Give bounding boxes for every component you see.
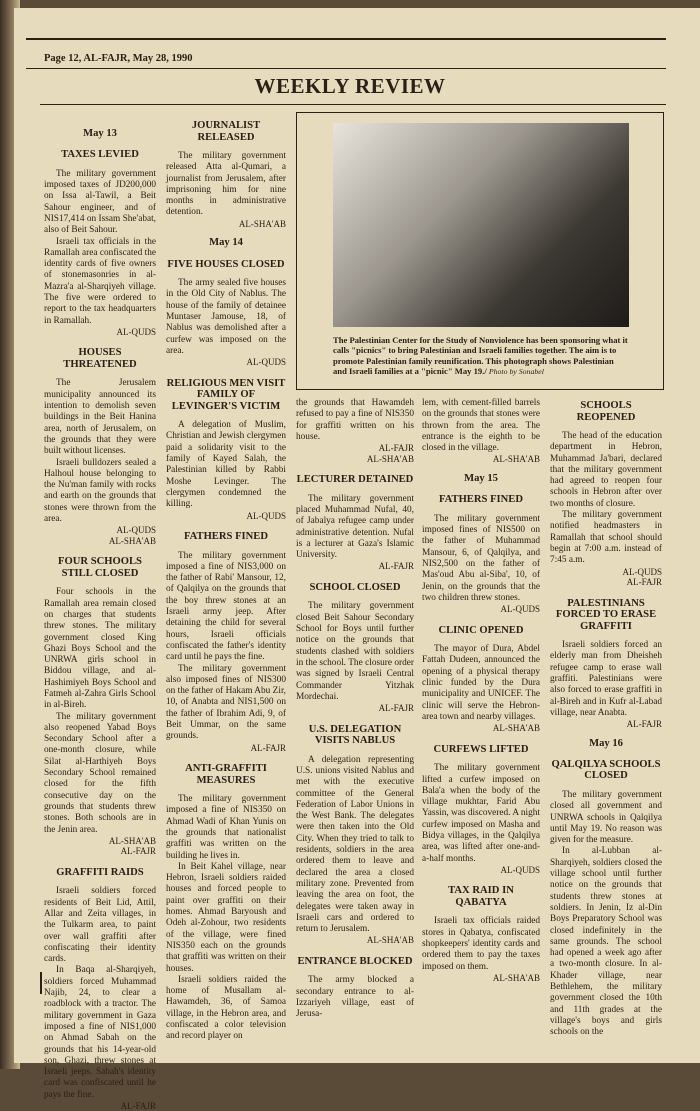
source-credit: AL-QUDS bbox=[622, 566, 662, 577]
headline: PALESTINIANS FORCED TO ERASE GRAFFITI bbox=[555, 597, 657, 632]
column-1 bbox=[44, 120, 156, 1111]
paragraph: The military government imposed fines of NIS500 on the father of Muhammad Mansour, 6, of Qalqilya, and NIS2,500 on the father of Mas'oud Abu al-Siba', 10, of Jenin, on the grounds that the two children threw stones. bbox=[422, 513, 540, 603]
source-credit: AL-SHA'AB bbox=[492, 723, 540, 734]
paragraph: Israeli bulldozers sealed a Halhoul house belonging to the Nu'man family with rocks and earth on the grounds that stones were thrown from the area. bbox=[44, 457, 156, 525]
paragraph: Four schools in the Ramallah area remain closed on charges that students threw stones. The military government closed King Ghazi Boys School and the UNRWA girls school in Biddou village, and al-Hashimiyeh Boys School and Fatmeh al-Zahra Girls School in al-Bireh. bbox=[44, 587, 156, 711]
paragraph: The military government notified headmasters in Ramallah that school should begin at 7:00 a.m. instead of 7:45 a.m. bbox=[550, 510, 662, 566]
section-title: WEEKLY REVIEW bbox=[254, 74, 446, 98]
date-heading: May 16 bbox=[589, 737, 623, 749]
paragraph: The military government imposed a fine of NIS350 on Ahmad Wadi of Khan Yunis on the grounds that nationalist graffiti was written on the building he lives in. bbox=[166, 794, 286, 861]
headline: CURFEWS LIFTED bbox=[433, 743, 529, 755]
paragraph: In al-Lubban al-Sharqiyeh, soldiers closed the village school until further notice on the grounds that students threw stones at soldiers. In Jenin, Iz al-Din Boys Preparatory School was closed indefinitely in the same grounds. The school had opened a week ago after a two-month closure. In al-Khader village, near Bethlehem, the military government closed the 10th and 11th grades at the village's boys and girls schools on the bbox=[550, 846, 662, 1038]
paragraph: In Baqa al-Sharqiyeh, soldiers forced Muhammad Najib, 24, to clear a roadblock with a tractor. The military government in Gaza imposed a fine of NIS1,000 on Ahmad Sabah on the grounds that his 14-year-old son, Ghazi, threw stones at Israeli jeeps. Sabah's identity card was confiscated until he pays the fine. bbox=[44, 965, 156, 1100]
source-credit: AL-SHA'AB bbox=[492, 454, 540, 465]
headline: FATHERS FINED bbox=[183, 531, 269, 543]
source-credit: AL-FAJR bbox=[378, 703, 414, 714]
paragraph: A delegation representing U.S. unions visited Nablus and met with the executive committee of the General Federation of Labor Unions in the West Bank. The delegates were then taken into the Old City. When they tried to talk to residents, soldiers in the area ordered them to leave and declared the area a closed military zone. Prevented from leaving the area on foot, the delegates were taken away in Israeli cars and ordered to return to Jerusalem. bbox=[296, 754, 414, 935]
headline: RELIGIOUS MEN VISIT FAMILY OF LEVINGER'S VICTIM bbox=[166, 377, 286, 412]
source-credit: AL-FAJR bbox=[626, 719, 662, 730]
column-3 bbox=[296, 398, 414, 1021]
paragraph: The military government released Atta al-Qumari, a journalist from Jerusalem, after imprisoning him for nine months in administrative detention. bbox=[166, 151, 286, 218]
paragraph: The military government imposed taxes of JD200,000 on Issa al-Tawil, a Beit Sahour engineer, and of NIS17,414 on Issam She'abat, also of Beit Sahour. bbox=[44, 168, 156, 236]
paragraph: A delegation of Muslim, Christian and Jewish clergymen paid a solidarity visit to the family of Kayed Salah, the Palestinian killed by Rabbi Moshe Levinger. The clergymen condemned the killing. bbox=[166, 420, 286, 510]
headline: FOUR SCHOOLS STILL CLOSED bbox=[58, 556, 142, 579]
paragraph: Israeli tax officials in the Ramallah area confiscated the identity cards of five owners of stonemasonries in al-Mazra'a al-Sharqiyeh village. The five were ordered to report to the tax headquarters in Ramallah. bbox=[44, 236, 156, 326]
headline: ENTRANCE BLOCKED bbox=[297, 955, 413, 967]
paragraph: The army blocked a secondary entrance to al-Izzariyeh village, east of Jerusa- bbox=[296, 975, 414, 1020]
source-credit: AL-QUDS bbox=[246, 357, 286, 368]
headline: GRAFFITI RAIDS bbox=[56, 866, 144, 878]
header-rule bbox=[26, 38, 666, 40]
headline: JOURNALIST RELEASED bbox=[191, 120, 261, 143]
paragraph: The army sealed five houses in the Old City of Nablus. The house of the family of detainee Muntaser Jamouse, 18, of Nablus was demolished after a curfew was imposed on the area. bbox=[166, 278, 286, 356]
headline: HOUSES THREATENED bbox=[63, 347, 137, 370]
caption-text: The Palestinian Center for the Study of Nonviolence has been sponsoring what it calls "picnics" to bring Palestinian and Israeli families together. The aim is to promote Palestinian family reunification. This photograph shows Palestinian and Israeli families at a "picnic" May 19./ bbox=[333, 335, 628, 377]
date-heading: May 13 bbox=[83, 128, 117, 139]
margin-mark bbox=[40, 972, 42, 994]
column-2 bbox=[166, 116, 286, 1043]
photo-credit: Photo by Sonabel bbox=[488, 367, 544, 377]
paragraph: The Jerusalem municipality announced its intention to demolish seven buildings in the Beit Hanina area, north of Jerusalem, on the grounds that they were built without licenses. bbox=[44, 378, 156, 457]
paragraph: Israeli soldiers raided the home of Musallam al-Hawamdeh, 36, of Samoa village, in the Hebron area, and confiscated a color television and record player on bbox=[166, 974, 286, 1042]
headline: ANTI-GRAFFITI MEASURES bbox=[185, 763, 267, 786]
column-5 bbox=[550, 398, 662, 1038]
source-credit: AL-QUDS bbox=[500, 864, 540, 875]
source-credit: AL-FAJR bbox=[378, 443, 414, 454]
headline: CLINIC OPENED bbox=[438, 624, 524, 636]
headline: LECTURER DETAINED bbox=[296, 474, 414, 486]
column-4 bbox=[422, 398, 540, 983]
source-credit: AL-SHA'AB bbox=[108, 835, 156, 846]
paragraph: The military government placed Muhammad Nufal, 40, of Jabalya refugee camp under administrative detention. Nufal is a lecturer at Gaza's Islamic University. bbox=[296, 493, 414, 561]
source-credit: AL-QUDS bbox=[500, 604, 540, 615]
paragraph: the grounds that Hawamdeh refused to pay a fine of NIS350 for graffiti written on his house. bbox=[296, 398, 414, 442]
source-credit: AL-FAJR bbox=[378, 561, 414, 572]
source-credit: AL-QUDS bbox=[116, 525, 156, 536]
photograph bbox=[333, 123, 629, 327]
source-credit: AL-SHA'AB bbox=[366, 453, 414, 464]
source-credit: AL-SHA'AB bbox=[492, 972, 540, 983]
headline: U.S. DELEGATION VISITS NABLUS bbox=[308, 723, 402, 747]
date-heading: May 15 bbox=[464, 472, 498, 484]
source-credit: AL-SHA'AB bbox=[108, 535, 156, 546]
paragraph: lem, with cement-filled barrels on the grounds that stones were thrown from the area. The entrance is the eighth to be closed in the village. bbox=[422, 398, 540, 454]
source-credit: AL-SHA'AB bbox=[238, 218, 286, 229]
paragraph: In Beit Kahel village, near Hebron, Israeli soldiers raided houses and forced people to paint over graffiti on their homes. Ahmad Baryoush and Odeh al-Zohour, two residents of the village, were fined NIS350 each on the grounds that graffiti was written on their houses. bbox=[166, 861, 286, 974]
page-info: Page 12, AL-FAJR, May 28, 1990 bbox=[44, 53, 193, 64]
headline: TAX RAID IN QABATYA bbox=[448, 885, 514, 908]
headline: FIVE HOUSES CLOSED bbox=[167, 258, 285, 270]
headline: FATHERS FINED bbox=[438, 494, 524, 506]
date-heading: May 14 bbox=[209, 237, 243, 249]
source-credit: AL-FAJR bbox=[120, 1100, 156, 1111]
paragraph: The military government also reopened Yabad Boys Secondary School after a one-month closure, while Silat al-Harthiyeh Boys Secondary School remained closed for the fifth consecutive day on the grounds that students threw stones. Both schools are in the Jenin area. bbox=[44, 711, 156, 835]
paragraph: The military government closed all government and UNRWA schools in Qalqilya until May 19. No reason was given for the measure. bbox=[550, 789, 662, 846]
paragraph: Israeli soldiers forced an elderly man from Dheisheh refugee camp to erase wall graffiti. Palestinians were also forced to erase graffiti in al-Bireh and in Kufr al-Labad village, near Anabta. bbox=[550, 640, 662, 718]
paragraph: The military government closed Beit Sahour Secondary School for Boys until further notice on the grounds that students clashed with soldiers in the school. The closure order was signed by Israeli Central Commander Yitzhak Mordechai. bbox=[296, 601, 414, 702]
headline: SCHOOL CLOSED bbox=[309, 581, 401, 593]
headline: TAXES LEVIED bbox=[61, 149, 139, 161]
paragraph: Israeli tax officials raided stores in Qabatya, confiscated shopkeepers' identity cards and ordered them to pay the taxes imposed on them. bbox=[422, 916, 540, 972]
paragraph: The military government also imposed fines of NIS300 on the father of Hakam Abu Zir, 10, of Anabta and NIS1,500 on the father of Ibrahim Adi, 9, of Beit Ummar, on the same grounds. bbox=[166, 663, 286, 742]
source-credit: AL-FAJR bbox=[250, 742, 286, 753]
paragraph: The military government lifted a curfew imposed on Bala'a when the body of the village mukhtar, Farid Abu Yassin, was discovered. A night curfew imposed on Masha and Bidya villages, in the Qalqilya area, was lifted after one-and-a-half months. bbox=[422, 763, 540, 864]
photo-box bbox=[296, 112, 664, 390]
title-rule bbox=[40, 104, 666, 105]
photo-caption bbox=[333, 335, 629, 378]
source-credit: AL-FAJR bbox=[626, 577, 662, 588]
source-credit: AL-QUDS bbox=[246, 510, 286, 521]
headline: SCHOOLS REOPENED bbox=[576, 400, 636, 423]
header-rule-2 bbox=[26, 68, 666, 69]
paragraph: The mayor of Dura, Abdel Fattah Dudeen, announced the opening of a physical therapy clinic funded by the Dura municipality and UNICEF. The clinic will serve the Hebron-area town and nearby villages. bbox=[422, 644, 540, 722]
paragraph: The military government imposed a fine of NIS3,000 on the father of Rabi' Mansour, 12, of Qalqilya on the grounds that the boy threw stones at an Israeli army jeep. After detaining the child for several hours, Israeli officials confiscated the father's identity card until he pays the fine. bbox=[166, 550, 286, 663]
source-credit: AL-SHA'AB bbox=[366, 935, 414, 946]
source-credit: AL-FAJR bbox=[120, 846, 156, 857]
paragraph: Israeli soldiers forced residents of Beit Lid, Attil, Allar and Zeita villages, in the Tulkarm area, to paint over wall graffiti after confiscating their identity cards. bbox=[44, 886, 156, 965]
paragraph: The head of the education department in Hebron, Muhammad Ja'bari, declared that the military government had agreed to reopen four schools in Hebron after over two months of closure. bbox=[550, 431, 662, 509]
source-credit: AL-QUDS bbox=[116, 326, 156, 337]
headline: QALQILYA SCHOOLS CLOSED bbox=[551, 758, 661, 782]
